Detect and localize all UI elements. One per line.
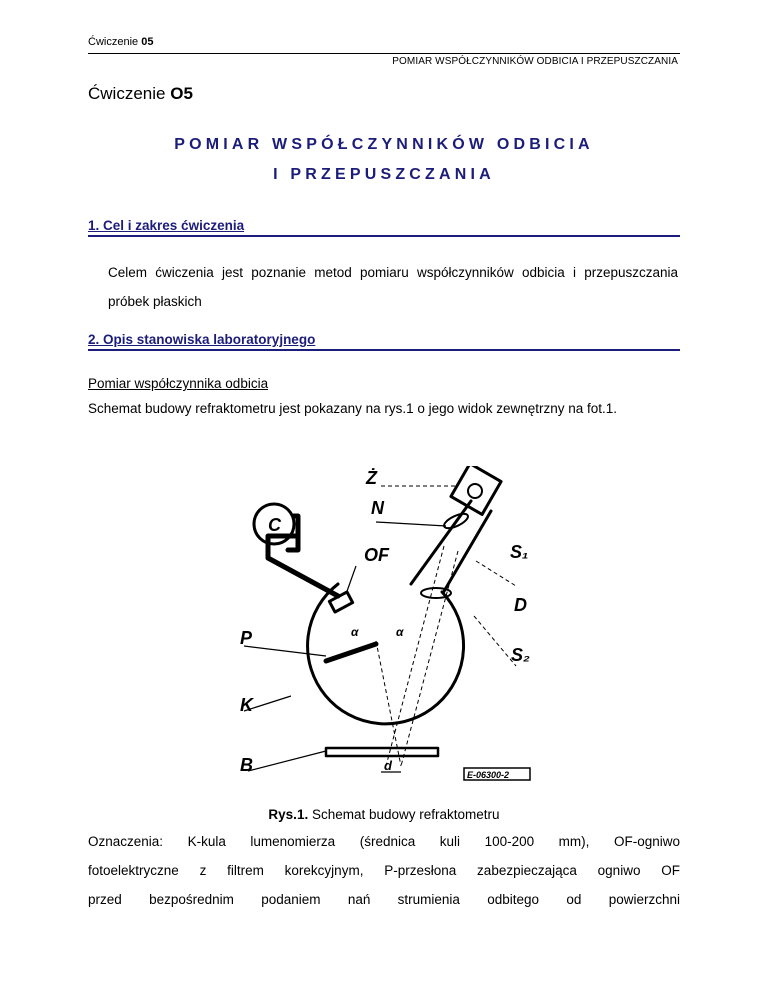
header-prefix: Ćwiczenie bbox=[88, 36, 139, 48]
section-heading-1 bbox=[88, 218, 680, 237]
caption-prefix: Rys.1. bbox=[268, 807, 309, 822]
running-header-left bbox=[88, 36, 153, 48]
legend-paragraph bbox=[88, 827, 680, 914]
label-b: B bbox=[240, 755, 253, 775]
leader-s2 bbox=[474, 616, 516, 666]
section-2-text: 2. Opis stanowiska laboratoryjnego bbox=[88, 332, 316, 347]
label-s2: S₂ bbox=[511, 645, 530, 665]
exercise-code: O5 bbox=[170, 84, 193, 103]
subheading: Pomiar współczynnika odbicia bbox=[88, 376, 269, 391]
figure-caption bbox=[88, 807, 680, 822]
lamp-housing bbox=[451, 466, 501, 514]
leader-b bbox=[248, 751, 326, 771]
section-heading-2 bbox=[88, 332, 680, 351]
label-alpha-right: α bbox=[396, 625, 404, 639]
legend-line-3: przed bezpośrednim podaniem nań strumienia odbitego od powierzchni bbox=[88, 892, 680, 907]
header-rule bbox=[88, 53, 680, 54]
section-1-paragraph: Celem ćwiczenia jest poznanie metod pomiaru współczynników odbicia i przepuszczania próbek płaskich bbox=[108, 265, 678, 309]
label-c: C bbox=[268, 515, 281, 535]
document-title-line2: I PRZEPUSZCZANIA bbox=[273, 166, 495, 183]
caption-text: Schemat budowy refraktometru bbox=[311, 807, 500, 822]
leader-s1 bbox=[476, 561, 516, 586]
lamp-bulb bbox=[468, 484, 482, 498]
label-s1: S₁ bbox=[510, 542, 529, 562]
sample-base bbox=[326, 748, 438, 756]
legend-line-2: fotoelektryczne z filtrem korekcyjnym, P-przesłona zabezpieczająca ogniwo OF bbox=[88, 863, 680, 878]
label-of: OF bbox=[364, 545, 389, 565]
label-p: P bbox=[240, 628, 253, 648]
leader-p bbox=[244, 646, 326, 656]
screen-p bbox=[326, 644, 376, 661]
refractometer-diagram bbox=[226, 466, 546, 796]
figure-code: E-06300-2 bbox=[467, 770, 510, 780]
label-n: N bbox=[371, 498, 384, 518]
running-header-right: POMIAR WSPÓŁCZYNNIKÓW ODBICIA I PRZEPUSZCZANIA bbox=[392, 56, 678, 67]
exercise-prefix: Ćwiczenie bbox=[88, 84, 166, 103]
section-2-paragraph: Schemat budowy refraktometru jest pokazany na rys.1 o jego widok zewnętrzny na fot.1. bbox=[88, 401, 618, 416]
section-1-text: 1. Cel i zakres ćwiczenia bbox=[88, 218, 245, 233]
leader-n bbox=[376, 522, 446, 526]
label-alpha-left: α bbox=[351, 625, 359, 639]
label-z: Ż bbox=[366, 468, 377, 488]
header-code: 05 bbox=[141, 36, 154, 48]
document-title-line1: POMIAR WSPÓŁCZYNNIKÓW ODBICIA bbox=[174, 136, 594, 153]
label-d: D bbox=[514, 595, 527, 615]
exercise-label bbox=[88, 84, 193, 104]
legend-line-1: Oznaczenia: K-kula lumenomierza (średnica kuli 100-200 mm), OF-ogniwo bbox=[88, 834, 680, 849]
label-k: K bbox=[240, 695, 253, 715]
diagram-svg bbox=[226, 466, 546, 791]
leader-of bbox=[346, 566, 356, 594]
label-d-dimension: d bbox=[384, 758, 392, 773]
